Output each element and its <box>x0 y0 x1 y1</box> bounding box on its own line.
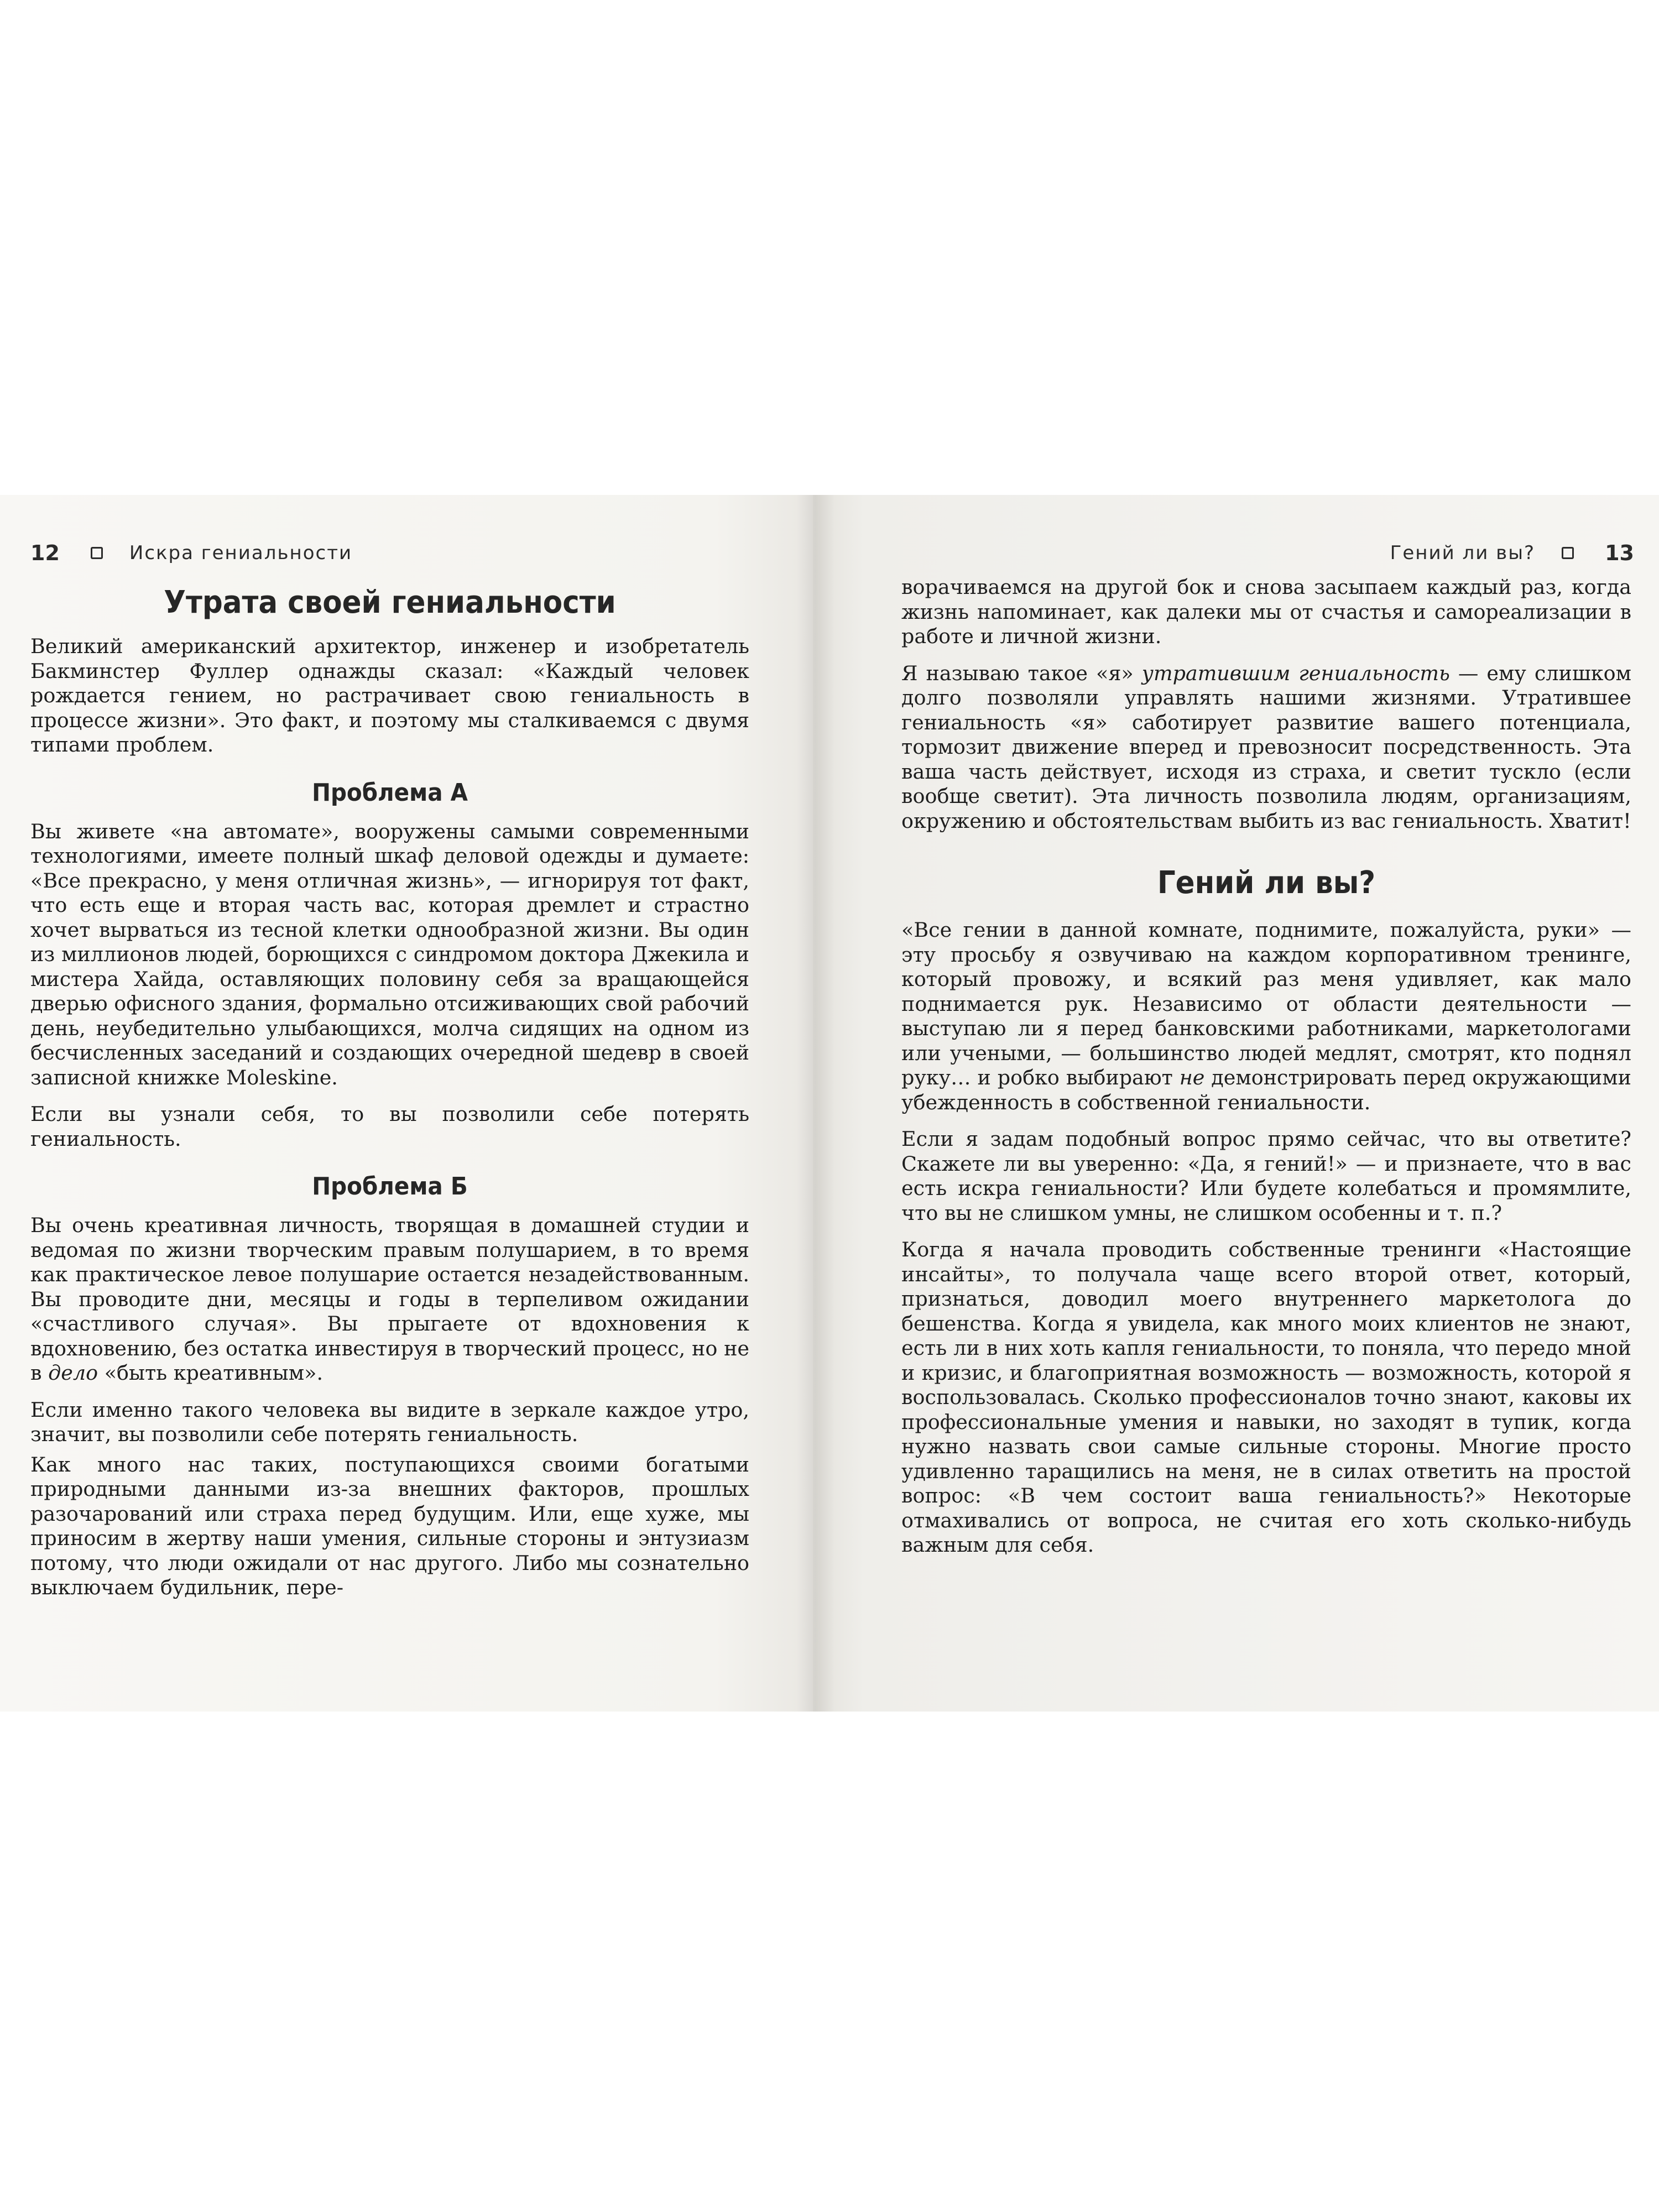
book-gutter <box>796 495 835 1712</box>
hands-up-paragraph <box>901 918 1631 1115</box>
problem-b-conclusion: Если именно такого человека вы видите в зеркале каждое утро, значит, вы позволили себе потерять гениальность. <box>30 1397 749 1446</box>
lost-genius-paragraph <box>901 661 1631 834</box>
problem-b-paragraph <box>30 1213 749 1386</box>
square-bullet-icon <box>1562 547 1574 559</box>
left-page <box>0 495 813 1712</box>
intro-paragraph: Великий американский архитектор, инженер и изобретатель Бакминстер Фуллер однажды сказал: «Каждый человек рождается гением, но растрачивает свою гениальность в процессе жизни». Это факт, и поэтому мы сталкиваемся с двумя типами проблем. <box>30 634 749 757</box>
left-running-title: Искра гениальности <box>129 542 353 564</box>
right-running-head <box>1390 536 1634 570</box>
left-page-number: 12 <box>30 541 60 565</box>
right-running-title: Гений ли вы? <box>1390 542 1536 564</box>
problem-a-conclusion: Если вы узнали себя, то вы позволили себе потерять гениальность. <box>30 1102 749 1151</box>
problem-b-text-end: «быть креативным». <box>98 1361 324 1385</box>
right-text-column <box>901 575 1631 1570</box>
lost-genius-text-end: — ему слишком долго позволяли управлять нашими жизнями. Утратившее гениальность «я» саботирует развитие вашего потенциала, тормозит движение вперед и превозносит посредственность. Эта ваша часть действует, исходя из страха, и светит тускло (если вообще светит). Эта личность позволила людям, организациям, окружению и обстоятельствам выбить из вас гениальность. Хватит! <box>901 661 1631 833</box>
lost-genius-text-start: Я называю такое «я» <box>901 661 1142 685</box>
problem-b-emphasis: дело <box>48 1361 98 1385</box>
problem-a-paragraph: Вы живете «на автомате», вооружены самыми современными технологиями, имеете полный шкаф деловой одежды и думаете: «Все прекрасно, у меня отличная жизнь», — игнорируя тот факт, что есть еще и вторая часть вас, которая дремлет и страстно хочет вырваться из тесной клетки однообразной жизни. Вы один из миллионов людей, борющихся с синдромом доктора Джекила и мистера Хайда, оставляющих половину себя за вращающейся дверью офисного здания, формально отсиживающих свой рабочий день, неубедительно улыбающихся, молча сидящих на одном из бесчисленных заседаний и создающих очередной шедевр в своей записной книжке Moleskine. <box>30 819 749 1089</box>
hands-up-text-start: «Все гении в данной комнате, поднимите, пожалуйста, руки» — эту просьбу я озвучиваю на каждом корпоративном тренинге, который провожу, и всякий раз меня удивляет, как мало поднимается рук. Независимо от области деятельности — выступаю ли я перед банковскими работниками, маркетологами или учеными, — большинство людей медлят, смотрят, кто поднял руку… и робко выбирают <box>901 918 1631 1089</box>
left-text-column <box>30 583 749 1613</box>
left-running-head <box>30 536 352 570</box>
book-spread <box>0 495 1659 1712</box>
square-bullet-icon <box>91 547 103 559</box>
question-paragraph: Если я задам подобный вопрос прямо сейчас, что вы ответите? Скажете ли вы уверенно: «Да, я гений!» — и признаете, что в вас есть искра гениальности? Или будете колебаться и промямлите, что вы не слишком умны, не слишком особенны и т. п.? <box>901 1127 1631 1225</box>
lost-genius-emphasis: утратившим гениальность <box>1141 661 1450 685</box>
problem-a-heading: Проблема А <box>312 778 468 807</box>
problem-b-heading: Проблема Б <box>312 1172 468 1201</box>
trainings-paragraph: Когда я начала проводить собственные тренинги «Настоящие инсайты», то получала чаще всего второй ответ, который, признаться, доводил моего внутреннего маркетолога до бешенства. Когда я увидела, как много моих клиентов не знают, есть ли в них хоть капля гениальности, то поняла, что передо мной и кризис, и благоприятная возможность — возможность, которой я воспользовалась. Сколько профессионалов точно знают, каковы их профессиональные умения и навыки, но заходят в тупик, когда нужно назвать свои самые сильные стороны. Многие просто удивленно таращились на меня, не в силах ответить на простой вопрос: «В чем состоит ваша гениальность?» Некоторые отмахивались от вопроса, не считая его хоть сколько-нибудь важным для себя. <box>901 1238 1631 1557</box>
closing-paragraph: Как много нас таких, поступающихся своими богатыми природными данными из-за внешних факторов, прошлых разочарований или страха перед будущим. Или, еще хуже, мы приносим в жертву наши умения, сильные стороны и энтузиазм потому, что люди ожидали от нас другого. Либо мы сознательно выключаем будильник, пере- <box>30 1452 749 1599</box>
hands-up-text-end: демонстрировать перед окружающими убежденность в собственной гениальности. <box>901 1066 1631 1114</box>
right-page-number: 13 <box>1605 541 1634 565</box>
continuation-paragraph: ворачиваемся на другой бок и снова засыпаем каждый раз, когда жизнь напоминает, как далеки мы от счастья и самореализации в работе и личной жизни. <box>901 575 1631 648</box>
problem-b-text-start: Вы очень креативная личность, творящая в домашней студии и ведомая по жизни творческим правым полушарием, в то время как практическое левое полушарие остается незадействованным. Вы проводите дни, месяцы и годы в терпеливом ожидании «счастливого случая». Вы прыгаете от вдохновения к вдохновению, без остатка инвестируя в творческий процесс, но не в <box>30 1213 749 1385</box>
chapter-heading: Утрата своей гениальности <box>164 585 616 620</box>
section-heading: Гений ли вы? <box>1157 865 1376 901</box>
hands-up-emphasis: не <box>1179 1066 1205 1089</box>
